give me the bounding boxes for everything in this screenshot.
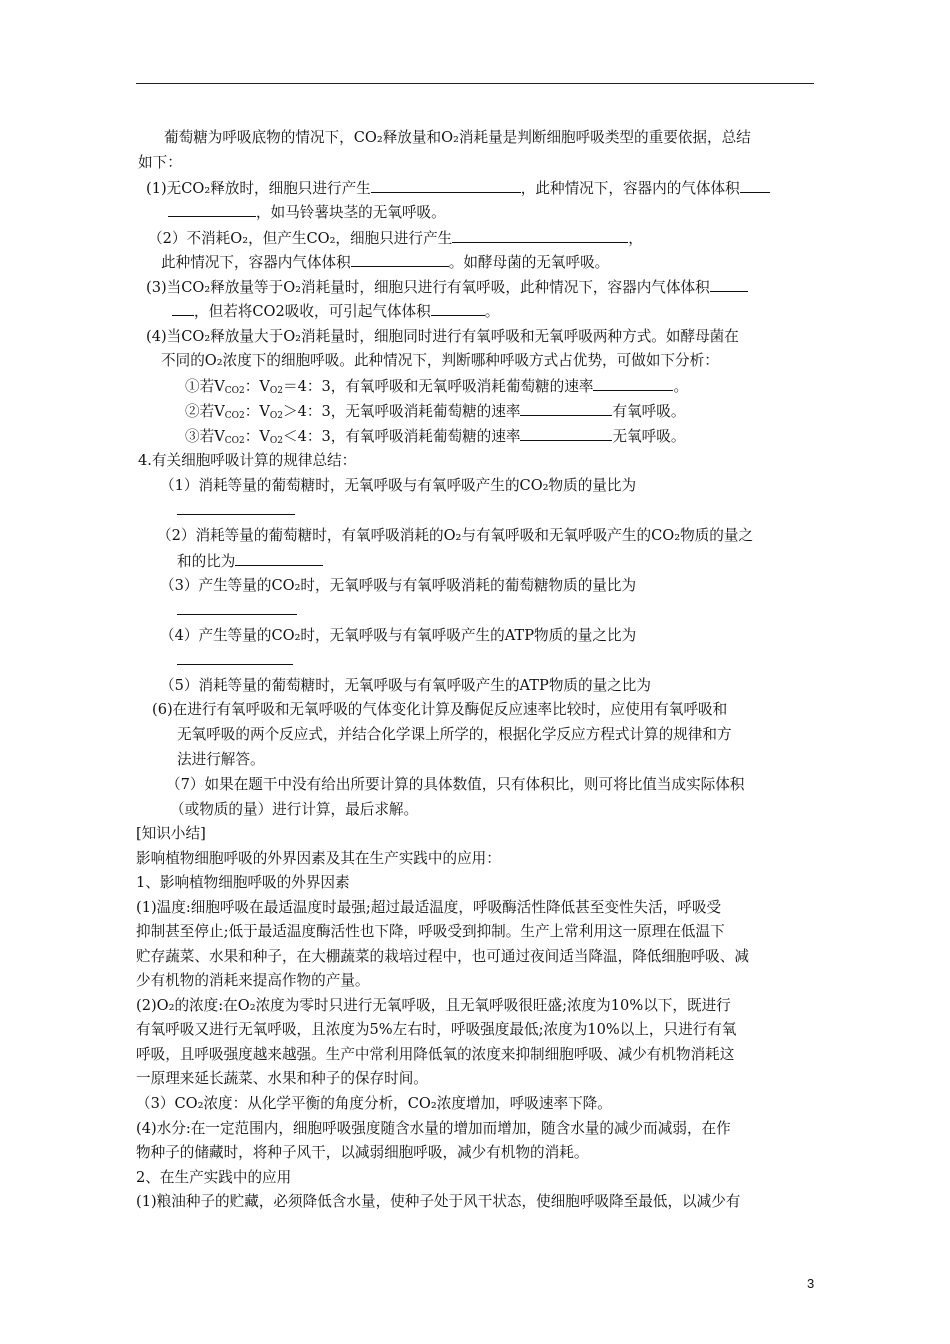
temperature-line-3: 贮存蔬菜、水果和种子，在大棚蔬菜的栽培过程中，也可通过夜间适当降温，降低细胞呼吸、减 <box>136 948 749 965</box>
blank[interactable] <box>177 600 297 615</box>
rule-6-line-3: 法进行解答。 <box>177 751 265 768</box>
blank[interactable] <box>371 178 521 193</box>
oxygen-line-3: 呼吸，且呼吸强度越来越强。生产中常利用降低氧的浓度来抑制细胞呼吸、减少有机物消耗这 <box>136 1046 735 1063</box>
item-1-line-2: ，如马铃薯块茎的无氧呼吸。 <box>168 202 446 223</box>
blank[interactable] <box>740 178 770 193</box>
case-2: ②若$V_{CO2}$：$V_{O2}>4$：3，无氧呼吸消耗葡萄糖的速率 有氧呼吸。 <box>185 403 686 421</box>
blank[interactable] <box>710 277 748 292</box>
blank[interactable] <box>351 252 449 267</box>
header-rule <box>136 83 814 84</box>
rule-4: （4）产生等量的CO₂时，无氧呼吸与有氧呼吸产生的ATP物质的量之比为 <box>160 627 637 644</box>
blank[interactable] <box>168 202 256 217</box>
oxygen-line-4: 一原理来延长蔬菜、水果和种子的保存时间。 <box>136 1070 428 1087</box>
case-3: ③若$V_{CO2}$：$V_{O2}<4$：3，有氧呼吸消耗葡萄糖的速率 无氧呼吸。 <box>185 428 686 446</box>
blank[interactable] <box>452 228 628 243</box>
application-line-1: (1)粮油种子的贮藏，必须降低含水量，使种子处于风干状态，使细胞呼吸降至最低，以减少有 <box>136 1193 741 1210</box>
temperature-line-1: (1)温度:细胞呼吸在最适温度时最强;超过最适温度，呼吸酶活性降低甚至变性失活，呼吸受 <box>136 899 722 916</box>
oxygen-line-2: 有氧呼吸又进行无氧呼吸，且浓度为5%左右时，呼吸强度最低;浓度为10%以上，只进行有氧 <box>136 1021 737 1038</box>
item-3-line-2: ，但若将CO2吸收，可引起气体体积 。 <box>172 301 499 322</box>
rule-2-line-1: （2）消耗等量的葡萄糖时，有氧呼吸消耗的O₂与有氧呼吸和无氧呼吸产生的CO₂物质的量之 <box>157 527 754 544</box>
blank[interactable] <box>235 551 323 566</box>
blank[interactable] <box>172 301 194 316</box>
oxygen-line-1: (2)O₂的浓度:在O₂浓度为零时只进行无氧呼吸，且无氧呼吸很旺盛;浓度为10%以下，既进行 <box>136 997 731 1014</box>
intro-line-1: 葡萄糖为呼吸底物的情况下，CO₂释放量和O₂消耗量是判断细胞呼吸类型的重要依据，总结 <box>164 129 751 146</box>
item-1-line-1: (1)无CO₂释放时，细胞只进行产生 ，此种情况下，容器内的气体体积 <box>146 178 770 199</box>
rule-6-line-1: (6)在进行有氧呼吸和无氧呼吸的气体变化计算及酶促反应速率比较时，应使用有氧呼吸和 <box>152 701 728 718</box>
water-line-1: (4)水分:在一定范围内，细胞呼吸强度随含水量的增加而增加，随含水量的减少而减弱，在作 <box>136 1120 731 1137</box>
rule-3-answer <box>177 600 297 621</box>
blank[interactable] <box>177 650 293 665</box>
blank[interactable] <box>593 376 673 391</box>
section-4-title: 4.有关细胞呼吸计算的规律总结： <box>138 452 357 469</box>
temperature-line-4: 少有机物的消耗来提高作物的产量。 <box>136 972 370 989</box>
co2-line: （3）CO₂浓度：从化学平衡的角度分析，CO₂浓度增加，呼吸速率下降。 <box>136 1095 612 1112</box>
rule-7-line-1: （7）如果在题干中没有给出所要计算的具体数值，只有体积比，则可将比值当成实际体积 <box>166 776 745 793</box>
summary-intro: 影响植物细胞呼吸的外界因素及其在生产实践中的应用： <box>136 850 501 867</box>
item-3-line-1: (3)当CO₂释放量等于O₂消耗量时，细胞只进行有氧呼吸，此种情况下，容器内气体体积 <box>146 277 748 298</box>
blank[interactable] <box>520 426 612 441</box>
rule-6-line-2: 无氧呼吸的两个反应式，并结合化学课上所学的，根据化学反应方程式计算的规律和方 <box>177 726 732 743</box>
rule-2-line-2: 和的比为 <box>177 551 323 572</box>
blank[interactable] <box>520 401 612 416</box>
rule-3: （3）产生等量的CO₂时，无氧呼吸与有氧呼吸消耗的葡萄糖物质的量比为 <box>160 577 637 594</box>
item-4-line-1: (4)当CO₂释放量大于O₂消耗量时，细胞同时进行有氧呼吸和无氧呼吸两种方式。如酵母菌在 <box>146 328 739 345</box>
intro-line-2: 如下： <box>138 154 182 171</box>
water-line-2: 物种子的储藏时，将种子风干，以减弱细胞呼吸，减少有机物的消耗。 <box>136 1144 589 1161</box>
summary-tag: [知识小结] <box>136 825 206 842</box>
rule-5: （5）消耗等量的葡萄糖时，无氧呼吸与有氧呼吸产生的ATP物质的量之比为 <box>160 677 651 694</box>
rule-4-answer <box>177 650 293 671</box>
page-number: 3 <box>807 1276 815 1291</box>
item-2-line-1: （2）不消耗O₂，但产生CO₂，细胞只进行产生 ， <box>148 230 643 247</box>
item-2-line-2: 此种情况下，容器内气体体积 。如酵母菌的无氧呼吸。 <box>161 254 610 271</box>
item-4-line-2: 不同的O₂浓度下的细胞呼吸。此种情况下，判断哪种呼吸方式占优势，可做如下分析： <box>161 352 719 369</box>
blank[interactable] <box>431 301 485 316</box>
application-heading: 2、在生产实践中的应用 <box>136 1169 292 1186</box>
factors-heading: 1、影响植物细胞呼吸的外界因素 <box>136 874 350 891</box>
case-1: ①若$V_{CO2}$：$V_{O2}=4$：3，有氧呼吸和无氧呼吸消耗葡萄糖的速率 。 <box>185 378 689 396</box>
rule-7-line-2: （或物质的量）进行计算，最后求解。 <box>170 801 419 818</box>
rule-1: （1）消耗等量的葡萄糖时，无氧呼吸与有氧呼吸产生的CO₂物质的量比为 <box>160 477 637 494</box>
temperature-line-2: 抑制甚至停止;低于最适温度酶活性也下降，呼吸受到抑制。生产上常利用这一原理在低温下 <box>136 923 725 940</box>
rule-1-answer <box>177 500 295 521</box>
blank[interactable] <box>177 500 295 515</box>
